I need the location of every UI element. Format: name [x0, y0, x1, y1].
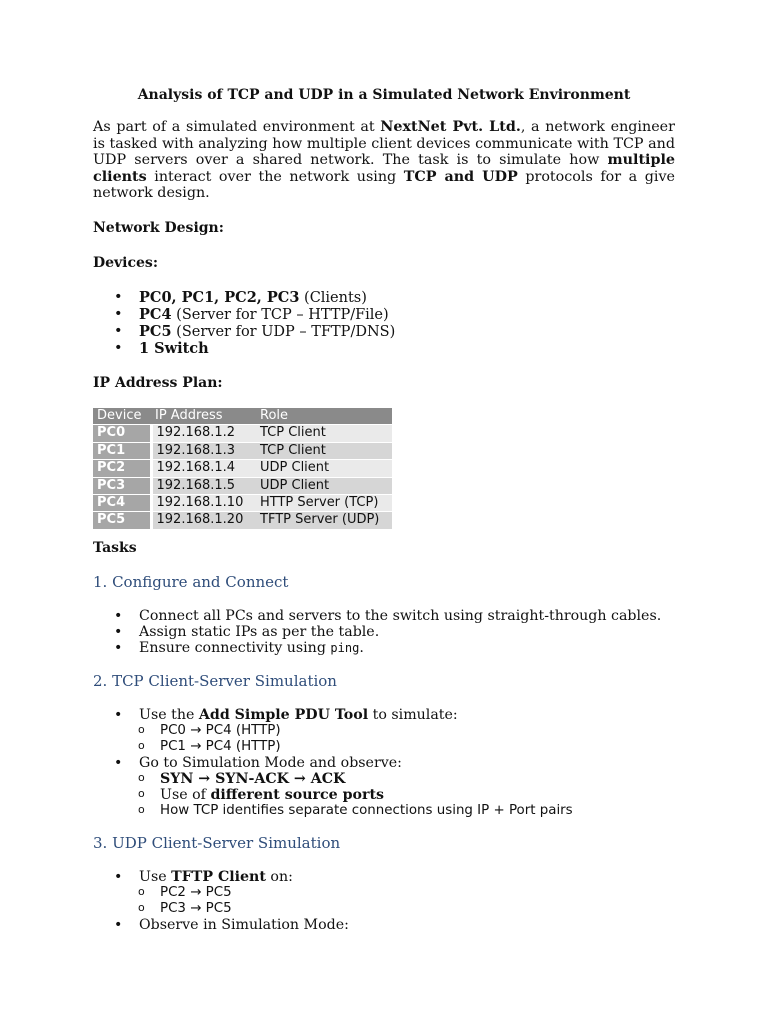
- table-row: [93, 425, 392, 442]
- list-item: • Assign static IPs as per the table.: [114, 624, 661, 640]
- handshake-sequence: SYN → SYN-ACK → ACK: [160, 771, 346, 787]
- intro-emphasis: multiple clients: [93, 152, 675, 185]
- ip-address-table: [93, 408, 392, 529]
- table-header-row: [93, 408, 392, 425]
- intro-text: , a network engineer is tasked with analyzing how multiple client devices communicate with TCP and UDP servers over a shared network. The task is to simulate how: [93, 119, 675, 169]
- device-desc: (Server for UDP – TFTP/DNS): [171, 324, 396, 340]
- device-cell: PC4: [93, 495, 151, 512]
- ip-cell: 192.168.1.20: [151, 512, 256, 529]
- device-desc: (Clients): [299, 290, 367, 306]
- table-row: [93, 512, 392, 529]
- sub-list-item: [114, 771, 573, 787]
- role-cell: TCP Client: [256, 442, 392, 459]
- list-item: [114, 869, 349, 885]
- list-item: [114, 306, 395, 323]
- role-cell: UDP Client: [256, 477, 392, 494]
- list-item: [114, 289, 395, 306]
- ip-cell: 192.168.1.3: [151, 442, 256, 459]
- list-item: [114, 323, 395, 340]
- list-item: • Observe in Simulation Mode:: [114, 917, 349, 933]
- network-design-heading: Network Design:: [93, 220, 224, 236]
- item-text: .: [359, 640, 364, 656]
- intro-text: As part of a simulated environment at: [93, 119, 381, 135]
- ip-cell: 192.168.1.4: [151, 460, 256, 477]
- ip-cell: 192.168.1.5: [151, 477, 256, 494]
- column-header: Role: [256, 408, 392, 425]
- ip-cell: 192.168.1.10: [151, 495, 256, 512]
- role-cell: HTTP Server (TCP): [256, 495, 392, 512]
- section-2-list: [114, 707, 573, 819]
- table-row: [93, 460, 392, 477]
- device-cell: PC5: [93, 512, 151, 529]
- section-3-heading: 3. UDP Client-Server Simulation: [93, 834, 341, 852]
- table-row: [93, 495, 392, 512]
- document-title: Analysis of TCP and UDP in a Simulated Network Environment: [137, 87, 631, 103]
- device-name: PC5: [139, 323, 172, 340]
- item-emphasis: TFTP Client: [171, 869, 266, 885]
- list-item: [114, 640, 661, 656]
- device-cell: PC1: [93, 442, 151, 459]
- role-cell: UDP Client: [256, 460, 392, 477]
- role-cell: TCP Client: [256, 425, 392, 442]
- intro-text: interact over the network using: [146, 168, 404, 185]
- section-1-heading: 1. Configure and Connect: [93, 573, 289, 591]
- company-name: NextNet Pvt. Ltd.: [380, 119, 521, 135]
- item-text: Use: [139, 869, 172, 885]
- tasks-heading: Tasks: [93, 540, 137, 556]
- item-text: to simulate:: [368, 707, 458, 723]
- table-row: [93, 477, 392, 494]
- sub-list-item: [114, 787, 573, 803]
- section-1-list: [114, 608, 661, 656]
- device-name: 1 Switch: [139, 340, 209, 357]
- table-row: [93, 442, 392, 459]
- sub-list-item: o PC2 → PC5: [114, 885, 349, 901]
- device-name: PC4: [139, 306, 172, 323]
- role-cell: TFTP Server (UDP): [256, 512, 392, 529]
- section-2-heading: 2. TCP Client-Server Simulation: [93, 672, 337, 690]
- sub-list-item: o PC1 → PC4 (HTTP): [114, 739, 573, 755]
- device-cell: PC3: [93, 477, 151, 494]
- list-item: • Connect all PCs and servers to the switch using straight-through cables.: [114, 608, 661, 624]
- intro-emphasis: TCP and UDP: [403, 168, 518, 185]
- device-name: PC0, PC1, PC2, PC3: [139, 289, 300, 306]
- item-emphasis: Add Simple PDU Tool: [198, 707, 369, 723]
- ping-command: ping: [330, 641, 360, 655]
- section-3-list: [114, 869, 349, 933]
- intro-paragraph: [93, 119, 675, 202]
- devices-heading: Devices:: [93, 255, 158, 271]
- sub-list-item: o PC0 → PC4 (HTTP): [114, 723, 573, 739]
- item-text: Ensure connectivity using: [139, 640, 331, 656]
- device-cell: PC2: [93, 460, 151, 477]
- item-text: on:: [265, 869, 293, 885]
- list-item: [114, 707, 573, 723]
- sub-list-item: o PC3 → PC5: [114, 901, 349, 917]
- item-text: Use the: [139, 707, 199, 723]
- list-item: • Go to Simulation Mode and observe:: [114, 755, 573, 771]
- devices-list: [114, 289, 395, 357]
- item-text: Use of: [160, 787, 211, 803]
- device-cell: PC0: [93, 425, 151, 442]
- ip-cell: 192.168.1.2: [151, 425, 256, 442]
- column-header: Device: [93, 408, 151, 425]
- list-item: [114, 340, 395, 357]
- intro-text: protocols for a give network design.: [93, 168, 675, 202]
- sub-list-item: o How TCP identifies separate connections using IP + Port pairs: [114, 803, 573, 819]
- column-header: IP Address: [151, 408, 256, 425]
- device-desc: (Server for TCP – HTTP/File): [171, 307, 389, 323]
- item-emphasis: different source ports: [210, 787, 384, 803]
- ip-plan-heading: IP Address Plan:: [93, 375, 223, 391]
